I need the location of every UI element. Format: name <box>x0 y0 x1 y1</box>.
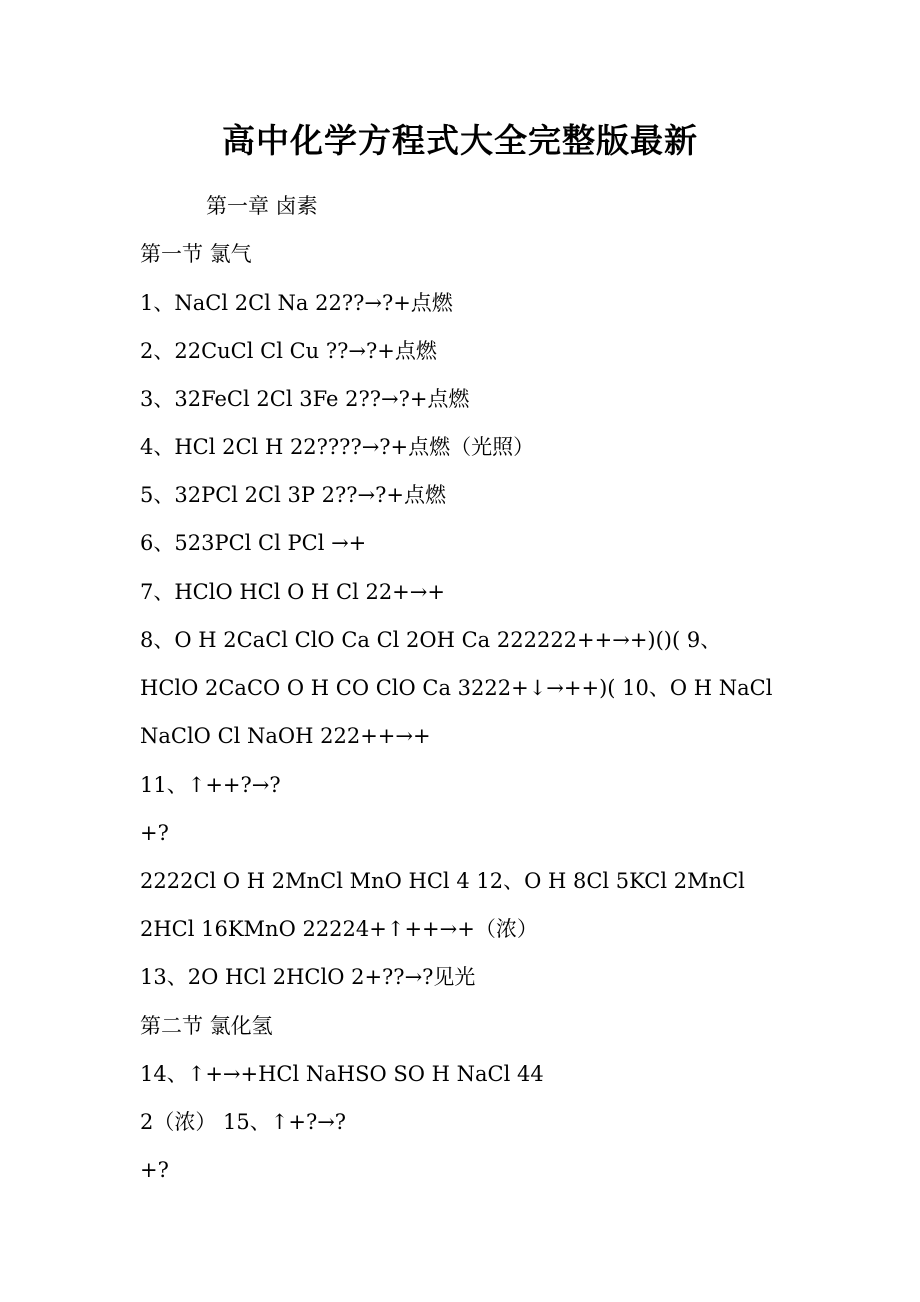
section-heading: 第二节 氯化氢 <box>140 1014 273 1038</box>
equation-line: 1、NaCl 2Cl Na 22??→?+点燃 <box>140 291 453 315</box>
equation-line: 14、↑+→+HCl NaHSO SO H NaCl 44 <box>140 1062 544 1086</box>
equation-line: 2（浓） 15、↑+?→? <box>140 1110 347 1134</box>
chapter-heading: 第一章 卤素 <box>206 194 318 218</box>
equation-line: 2、22CuCl Cl Cu ??→?+点燃 <box>140 339 437 363</box>
equation-line: 2222Cl O H 2MnCl MnO HCl 4 12、O H 8Cl 5KCl 2MnCl <box>140 869 745 893</box>
equation-line: 3、32FeCl 2Cl 3Fe 2??→?+点燃 <box>140 387 470 411</box>
equation-line: NaClO Cl NaOH 222++→+ <box>140 724 431 748</box>
equation-line: 6、523PCl Cl PCl →+ <box>140 531 367 555</box>
equation-line: 8、O H 2CaCl ClO Ca Cl 2OH Ca 222222++→+)()( 9、 <box>140 628 722 652</box>
section-heading: 第一节 氯气 <box>140 242 252 266</box>
document-title: 高中化学方程式大全完整版最新 <box>222 121 698 160</box>
equation-line: HClO 2CaCO O H CO ClO Ca 3222+↓→++)( 10、O H NaCl <box>140 676 773 700</box>
equation-line: 11、↑++?→? <box>140 773 281 797</box>
equation-line: +? <box>140 1158 169 1182</box>
equation-line: 13、2O HCl 2HClO 2+??→?见光 <box>140 965 476 989</box>
equation-line: +? <box>140 821 169 845</box>
equation-line: 4、HCl 2Cl H 22????→?+点燃（光照） <box>140 435 535 459</box>
equation-line: 7、HClO HCl O H Cl 22+→+ <box>140 580 445 604</box>
equation-line: 2HCl 16KMnO 22224+↑++→+（浓） <box>140 917 538 941</box>
equation-line: 5、32PCl 2Cl 3P 2??→?+点燃 <box>140 483 446 507</box>
